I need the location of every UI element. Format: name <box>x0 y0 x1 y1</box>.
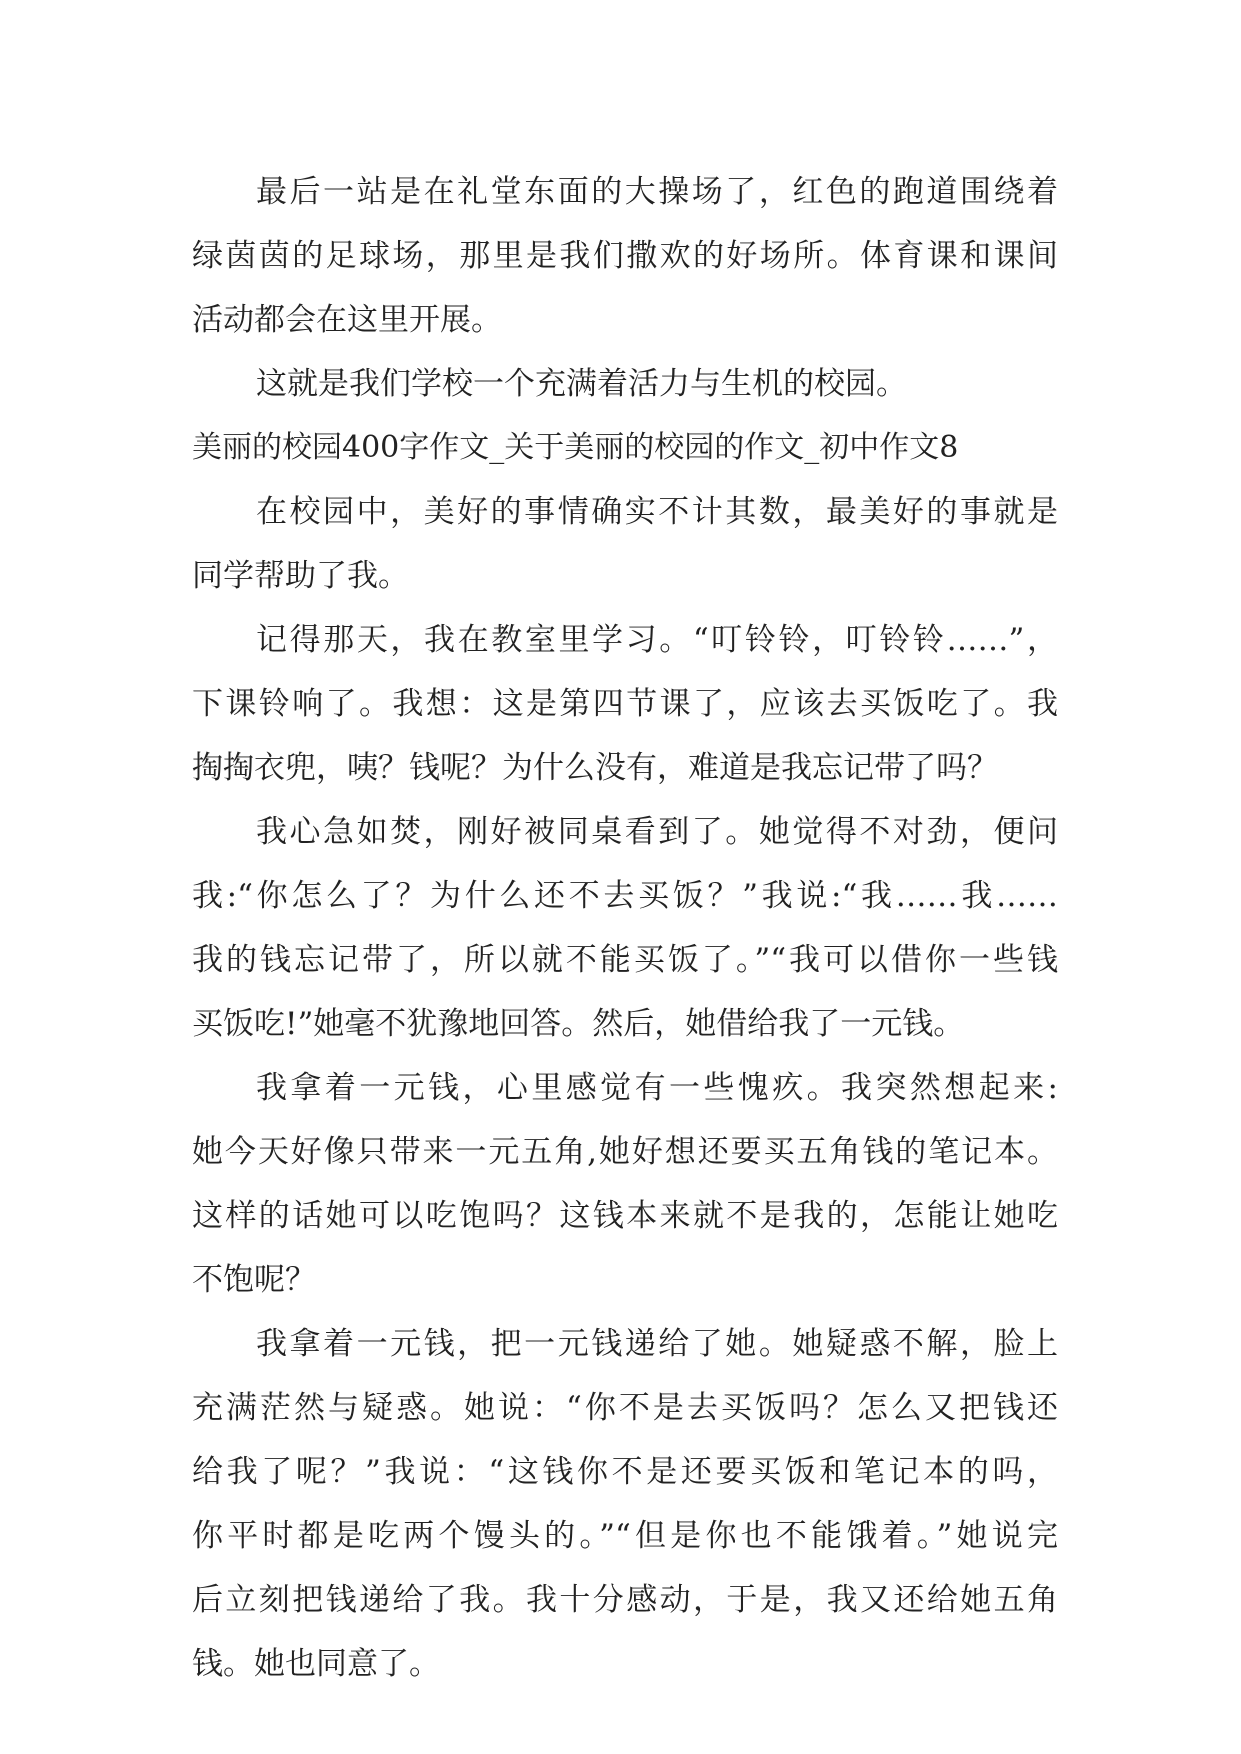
text-line: 我拿着一元钱，把一元钱递给了她。她疑惑不解，脸上 <box>256 1326 1058 1362</box>
text-line: 掏掏衣兜，咦？钱呢？为什么没有，难道是我忘记带了吗？ <box>192 750 998 786</box>
text-line: 你平时都是吃两个馒头的。”“但是你也不能饿着。”她说完 <box>192 1518 1058 1554</box>
text-line: 充满茫然与疑惑。她说：“你不是去买饭吗？怎么又把钱还 <box>192 1390 1058 1426</box>
text-line: 活动都会在这里开展。 <box>192 302 502 338</box>
text-line: 买饭吃!”她毫不犹豫地回答。然后，她借给我了一元钱。 <box>192 1006 965 1042</box>
essay-title: 美丽的校园400字作文_关于美丽的校园的作文_初中作文8 <box>192 430 959 465</box>
text-line: 我的钱忘记带了，所以就不能买饭了。”“我可以借你一些钱 <box>192 942 1058 978</box>
text-line: 后立刻把钱递给了我。我十分感动，于是，我又还给她五角 <box>192 1582 1058 1618</box>
text-line: 钱。她也同意了。 <box>192 1646 440 1682</box>
text-line: 给我了呢？”我说：“这钱你不是还要买饭和笔记本的吗， <box>192 1454 1058 1490</box>
text-line: 同学帮助了我。 <box>192 558 409 594</box>
text-line: 下课铃响了。我想：这是第四节课了，应该去买饭吃了。我 <box>192 686 1058 722</box>
text-line: 绿茵茵的足球场，那里是我们撒欢的好场所。体育课和课间 <box>192 238 1058 274</box>
text-line: 我拿着一元钱，心里感觉有一些愧疚。我突然想起来: <box>256 1070 1058 1106</box>
text-line: 在校园中，美好的事情确实不计其数，最美好的事就是 <box>256 494 1058 530</box>
text-line: 她今天好像只带来一元五角,她好想还要买五角钱的笔记本。 <box>192 1134 1058 1170</box>
text-line: 记得那天，我在教室里学习。“叮铃铃，叮铃铃……”， <box>256 622 1058 658</box>
text-line: 我心急如焚，刚好被同桌看到了。她觉得不对劲，便问 <box>256 814 1058 850</box>
document-body <box>192 160 1058 1696</box>
text-line: 最后一站是在礼堂东面的大操场了，红色的跑道围绕着 <box>256 174 1058 210</box>
text-line: 不饱呢？ <box>192 1262 316 1298</box>
text-line: 这样的话她可以吃饱吗？这钱本来就不是我的，怎能让她吃 <box>192 1198 1058 1234</box>
text-line: 这就是我们学校一个充满着活力与生机的校园。 <box>256 366 907 402</box>
text-line: 我:“你怎么了？为什么还不去买饭？”我说:“我……我…… <box>192 878 1058 914</box>
